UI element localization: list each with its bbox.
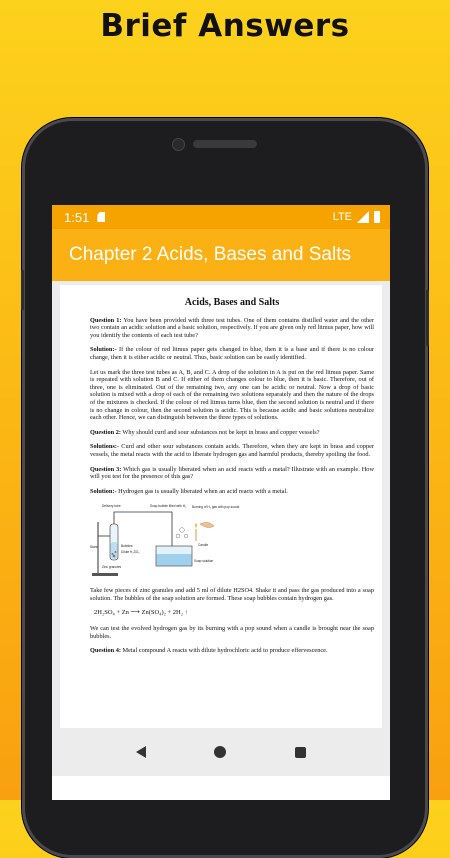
recent-apps-icon[interactable] [295,747,306,758]
diagram-label: Soap bubble filled with H₂ [150,504,187,509]
paragraph: Question 4: Metal compound A reacts with dilute hydrochloric acid to produce effervescence. [90,647,328,655]
signal-icon [357,211,369,223]
diagram-label: Soap solution [194,559,214,564]
document-title: Acids, Bases and Salts [184,297,280,308]
back-icon[interactable] [136,746,146,758]
paragraph: Solution:- Hydrogen gas is usually liberated when an acid reacts with a metal. [90,487,288,495]
power-button [426,290,429,346]
paragraph: Solutions:- Curd and other sour substances contain acids. Therefore, when they are kept in brass and copper vessels, the metal reacts with the acid to liberate hydrogen gas and harmful products, thereby spoiling the food. [90,443,374,458]
home-icon[interactable] [214,746,226,758]
phone-screen [52,205,390,800]
diagram-label: Stand [90,545,99,550]
speaker-grille [193,140,257,148]
diagram-label: Dilute H₂SO₄ [121,550,140,555]
network-type: LTE [332,211,352,223]
promo-title: Brief Answers [100,8,350,44]
paragraph: Take few pieces of zinc granules and add 5 ml of dilute H2SO4. Shake it and pass the gas produced into a soap solution. The bubbles of the soap solution are formed. These soap bubbles contain hydrogen gas. [90,587,374,602]
paragraph: Question 1: You have been provided with three test tubes. One of them contains distilled water and the other two contain an acidic solution and a basic solution, respectively. If you are given only red litmus paper, how will you identify the contents of each test tube? [90,316,374,339]
status-time: 1:51 [64,209,90,225]
app-bar [52,229,390,281]
status-bar [52,205,390,229]
diagram-label: Zinc granules [102,565,122,570]
document-viewer[interactable] [52,281,390,728]
diagram-label: Bubbles [121,544,133,549]
battery-icon [374,211,380,223]
volume-button [21,270,24,310]
paragraph: Question 2: Why should curd and sour substances not be kept in brass and copper vessels? [90,428,320,436]
diagram-label: Candle [198,543,209,548]
diagram-label: Burning of H₂ gas with pop sound [192,505,240,510]
sd-card-icon [97,212,105,222]
paragraph: Let us mark the three test tubes as A, B, and C. A drop of the solution in A is put on the red litmus paper. Same is repeated with solution B and C. If either of them changes colour to blue, then it is basic. Therefore, out of three, one is eliminated. Out of the remaining two, any one can be acidic or neutral. Now a drop of basic solution is mixed with a drop of each of the remaining two solutions separately and then the nature of the drops of the mixtures is checked. If the colour of red litmus turns blue, then the second solution is neutral and if there is no change in colour, then the second solution is acidic. This is because acidic and basic solutions neutralize each other. Hence, we can distinguish between the three types of solutions. [90,368,374,422]
diagram-label: Delivery tube [102,504,121,509]
navigation-bar [52,728,390,776]
app-bar-title: Chapter 2 Acids, Bases and Salts [69,244,351,265]
document-page [60,285,382,728]
paragraph: We can test the evolved hydrogen gas by its burning with a pop sound when a candle is brought near the soap bubbles. [90,625,374,640]
paragraph: Solution:- If the colour of red litmus paper gets changed to blue, then it is a base and if there is no colour change, then it is either acidic or neutral. Thus, basic solution can be easily identified. [90,346,374,361]
hydrogen-gas-diagram [90,502,240,580]
chemical-equation: 2H₂SO₄ + Zn ⟶ Zn(SO₄)₂ + 2H₂ ↑ [94,609,188,617]
front-camera [172,138,185,151]
paragraph: Question 3: Which gas is usually liberated when an acid reacts with a metal? Illustrate with an example. How will you test for the presence of this gas? [90,465,374,481]
